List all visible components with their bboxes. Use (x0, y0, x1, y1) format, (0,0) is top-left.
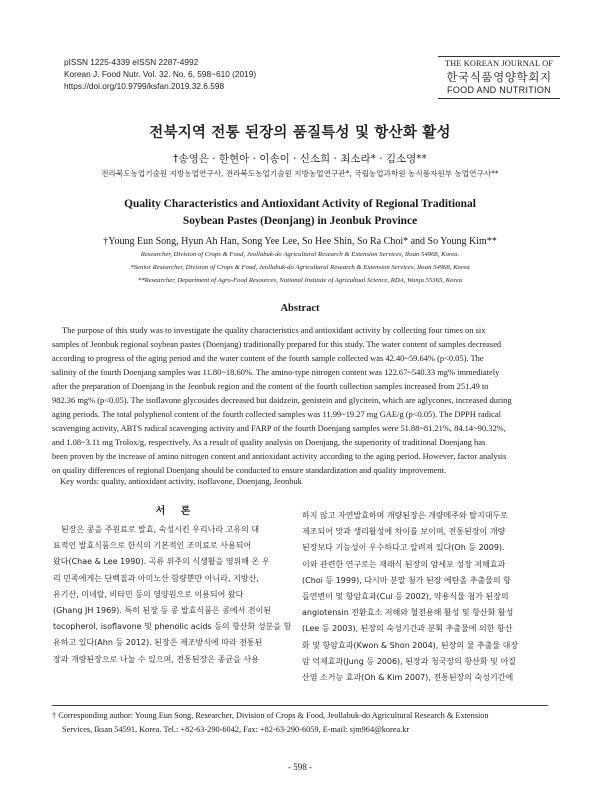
body-line: 유하고 있다(Ahn 등 2012). 된장은 제조방식에 따라 전통된 (53, 638, 263, 648)
abstract-line: The purpose of this study was to investigate the quality characteristics and antioxidant activity by collecting four times on six (62, 325, 486, 335)
body-line: 왔다(Chae & Lee 1990). 곡류 위주의 식생활을 영위해 온 우 (53, 557, 270, 567)
abstract-line: 982.36 mg% (p<0.05). The isoflavone glycosides decreased but daidzein, genistein and glycitein, which are aglycones, increased during (52, 395, 512, 405)
page-number: - 598 - (288, 762, 312, 772)
footnote-divider (52, 705, 548, 706)
authors-korean: †송영은 · 한현아 · 이송이 · 신소희 · 최소라* · 김소영** (173, 153, 427, 165)
body-line: 하지 않고 자연발효하며 개량된장은 개량메주와 탈지대두로 (302, 511, 508, 520)
body-line: 장과 개량된장으로 나눌 수 있으며, 전통된장은 종균을 사용 (53, 654, 259, 664)
body-line: 암 억제효과(Jung 등 2006), 된장과 청국장의 항산화 및 아질 (302, 656, 516, 666)
body-line: 표적인 발효식품으로 한식의 기본적인 조미료로 사용되어 (53, 541, 252, 551)
journal-field: FOOD AND NUTRITION (447, 85, 551, 95)
body-line: 유기산, 미네랄, 비타민 등의 영양원으로 이용되어 왔다 (53, 589, 244, 599)
affiliation-english: *Senior Researcher, Division of Crops & Food, Jeollabuk-do Agricultural Research & Extension Services, Iksan 54968, Korea (130, 264, 470, 271)
citation-line: Korean J. Food Nutr. Vol. 32. No. 6, 598~610 (2019) (64, 69, 257, 79)
body-line: 된장은 콩을 주원료로 발효, 숙성시킨 우리나라 고유의 대 (61, 525, 260, 534)
paper-title-english (60, 196, 540, 230)
abstract-line: scavenging activity, ABTS radical scavenging activity and FARP of the fourth Doenjang samples were 51.88~81.21%, 84.14~90.32%, (52, 423, 506, 433)
body-line: (Choi 등 1999), 다시마 분말 첨가 된장 에탄올 추출물의 항 (302, 575, 511, 585)
abstract-line: and 1.08~3.11 mg Trolox/g, respectively. As a result of quality analysis on Doenjang, the superiority of traditional Doenjang has (52, 437, 486, 447)
paper-title-korean: 전북지역 전통 된장의 품질특성 및 항산화 활성 (149, 125, 451, 141)
footnote-line: Services, Iksan 54591, Korea. Tel.: +82-63-290-6042, Fax: +82-63-290-6059, E-mail: sjm964@korea.kr (62, 725, 410, 734)
section-heading-introduction: 서 론 (155, 506, 197, 517)
body-line: (Ghang JH 1969). 특히 된장 등 콩 발효식품은 콩에서 전이된 (53, 606, 272, 616)
body-line: 산염 소거능 효과(Oh & Kim 2007), 전통된장의 숙성기간에 (302, 673, 514, 683)
issn-line: pISSN 1225-4339 eISSN 2287-4992 (64, 57, 199, 67)
body-line: 된장보다 기능성이 우수하다고 알려져 있다(Oh 등 2009). (302, 543, 505, 553)
abstract-body (52, 323, 548, 477)
abstract-heading: Abstract (280, 303, 320, 314)
journal-name-kr: 한국식품영양학회지 (446, 70, 552, 84)
body-line: 화 및 항암효과(Kwon & Shon 2004), 된장의 물 추출물 대장 (302, 640, 519, 650)
body-line: angiotensin 전환효소 저해와 혈전용해 활성 및 항산화 활성 (302, 608, 514, 618)
doi-link[interactable]: https://doi.org/10.9799/ksfan.2019.32.6.598 (64, 81, 225, 91)
abstract-line: according to progress of the aging period and the water content of the fourth sample collected was 42.40~59.64% (p<0.05). The (52, 353, 484, 363)
body-line: 돌연변이 및 항암효과(Cui 등 2002), 약용식물 첨가 된장의 (302, 592, 509, 602)
affiliations-korean: 전라북도농업기술원 지방농업연구사, 전라북도농업기술원 지방농업연구관*, 국립농업과학원 농식품자원부 농업연구사** (101, 169, 499, 178)
abstract-line: been proven by the increase of amino nitrogen content and antioxidant activity according to the aging period. However, factor analysis (52, 451, 507, 461)
title-en-line: Soybean Pastes (Deonjang) in Jeonbuk Province (182, 215, 418, 227)
abstract-line: samples of Jeonbuk regional soybean pastes (Doenjang) traditionally prepared for this study. The water content of samples decreased (52, 339, 502, 349)
right-column (302, 508, 548, 686)
affiliation-english: Researcher, Division of Crops & Food, Jeollabuk-do Agricultural Research & Extension Services, Iksan 54968, Korea. (140, 251, 460, 258)
authors-english: †Young Eun Song, Hyun Ah Han, Song Yee Lee, So Hee Shin, So Ra Choi* and So Young Kim** (103, 236, 497, 247)
corresponding-author-footnote (52, 709, 548, 737)
body-line: 제조되어 맛과 생리활성에 차이를 보이며, 전통된장이 개량 (302, 527, 506, 537)
affiliation-english: **Researcher, Department of Agro-Food Resources, National Institute of Agricultual Science, RDA, Wanju 55365, Korea (137, 277, 463, 284)
left-column (53, 522, 299, 668)
abstract-line: after the preparation of Doenjang in the Jeonbuk region and the content of the fourth collection samples increased from 251.49 to (52, 381, 489, 391)
journal-citation-block (64, 56, 256, 92)
journal-name-en: THE KOREAN JOURNAL OF (444, 59, 554, 68)
keywords: Key words: quality, antioxidant activity, isoflavone, Doenjang, Jeonbuk (60, 476, 302, 486)
abstract-line: on quality differences of regional Doenjang should be conducted to ensure standardization and quality improvement. (52, 465, 447, 475)
journal-logo-block (438, 56, 560, 99)
journal-bottom-rule (438, 98, 560, 99)
abstract-line: salinity of the fourth Doenjang samples was 11.80~18.60%. The amino-type nitrogen content was 122.67~540.33 mg% immediately (52, 367, 500, 377)
body-line: (Lee 등 2003), 된장의 숙성기간과 분획 추출물에 의한 항산 (302, 624, 513, 634)
footnote-line: † Corresponding author: Young Eun Song, Researcher, Division of Crops & Food, Jeollabuk-do Agricultural Research & Extension (52, 711, 489, 720)
title-en-line: Quality Characteristics and Antioxidant Activity of Regional Traditional (124, 198, 476, 210)
journal-top-rule (438, 56, 560, 57)
body-line: 리 민족에게는 단백질과 아미노산 함량뿐만 아니라, 지방산, (53, 573, 259, 583)
body-line: tocopherol, isoflavone 및 phenolic acids 등의 항산화 성분을 함 (53, 622, 292, 632)
body-line: 이와 관련한 연구로는 재래식 된장의 암세포 성장 저해효과 (302, 559, 506, 569)
abstract-line: aging periods. The total polyphenol content of the fourth collected samples was 11.99~19.27 mg GAE/g (p<0.05). The DPPH radical (52, 409, 501, 419)
